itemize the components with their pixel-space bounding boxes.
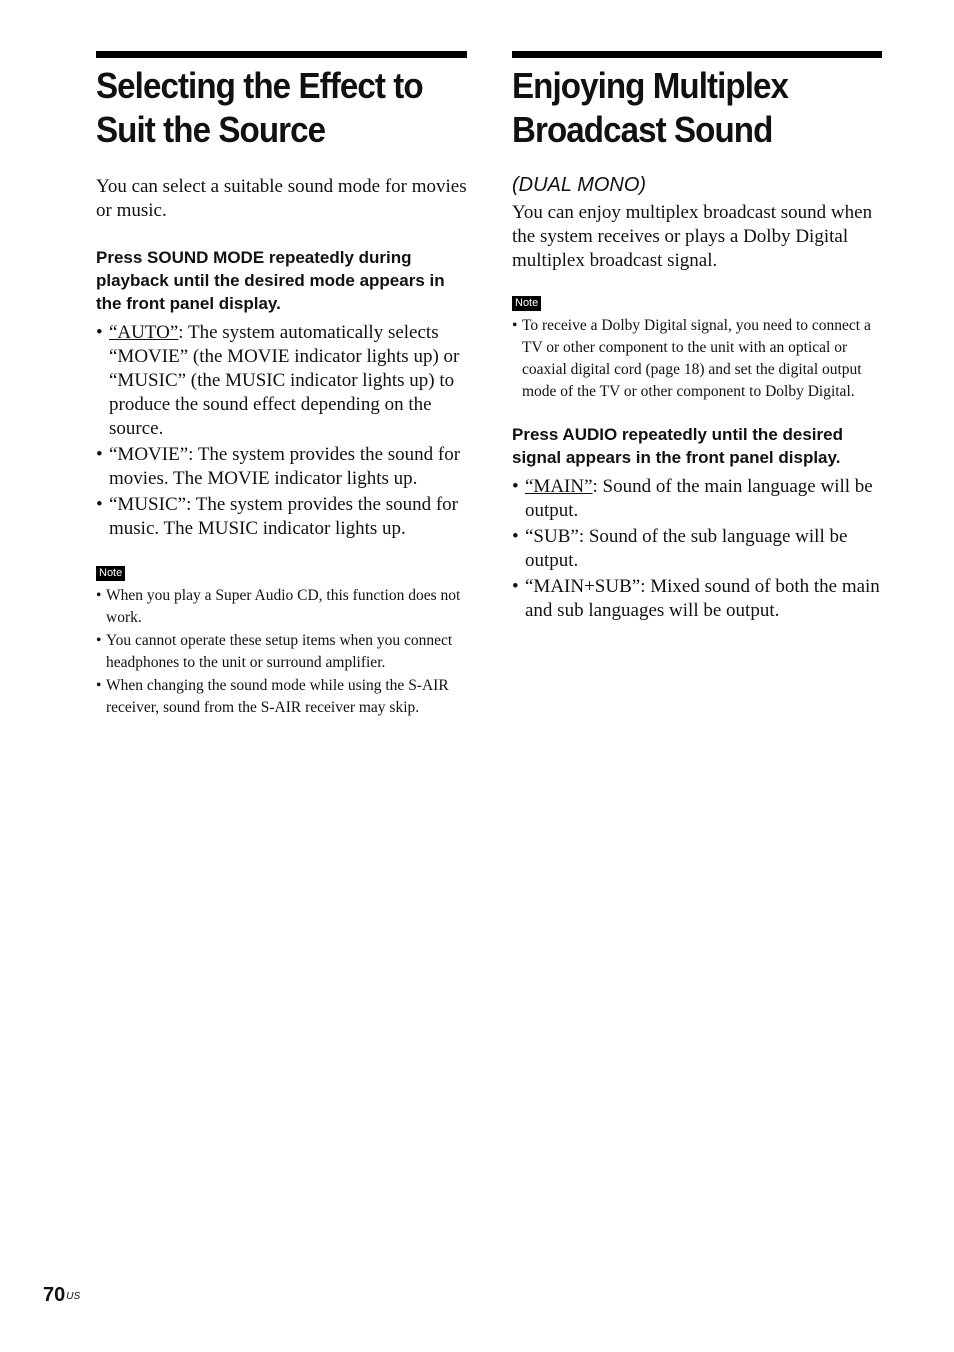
instruction-heading: Press SOUND MODE repeatedly during playback until the desired mode appears in the front panel display. xyxy=(96,248,445,313)
item-text: : The system provides the sound for music. The MUSIC indicator lights up. xyxy=(109,494,459,539)
intro-paragraph: You can enjoy multiplex broadcast sound when the system receives or plays a Dolby Digital multiplex broadcast signal. xyxy=(512,202,873,271)
note-item: • When you play a Super Audio CD, this function does not work. xyxy=(96,585,467,629)
item-text: : Sound of the sub language will be output. xyxy=(525,526,848,571)
instruction-heading: Press AUDIO repeatedly until the desired signal appears in the front panel display. xyxy=(512,425,843,467)
note-item: • To receive a Dolby Digital signal, you need to connect a TV or other component to the unit with an optical or coaxial digital cord (page 18) and set the digital output mode of the TV or other component to Dolby Digital. xyxy=(512,315,882,403)
intro-paragraph: You can select a suitable sound mode for movies or music. xyxy=(96,176,467,221)
term-music: “MUSIC” xyxy=(109,494,187,515)
note-item: • When changing the sound mode while using the S-AIR receiver, sound from the S-AIR receiver may skip. xyxy=(96,675,467,719)
title-line-2: Broadcast Sound xyxy=(512,109,773,150)
section-title xyxy=(512,64,852,152)
item-text: : Sound of the main language will be output. xyxy=(525,476,873,521)
item-text: : The system provides the sound for movies. The MOVIE indicator lights up. xyxy=(109,444,461,489)
note-list xyxy=(512,315,882,403)
section-subtitle: (DUAL MONO) xyxy=(512,174,647,196)
audio-list xyxy=(512,475,882,623)
section-rule xyxy=(512,51,882,58)
list-item xyxy=(96,443,467,491)
left-column xyxy=(96,51,467,720)
note-badge: Note xyxy=(96,566,125,581)
section-rule xyxy=(96,51,467,58)
note-badge: Note xyxy=(512,296,541,311)
list-item xyxy=(96,321,467,441)
note-item: • You cannot operate these setup items when you connect headphones to the unit or surround amplifier. xyxy=(96,630,467,674)
right-column xyxy=(512,51,882,625)
page-region-suffix: US xyxy=(66,1291,81,1302)
list-item xyxy=(96,493,467,541)
list-item xyxy=(512,575,882,623)
term-main: “MAIN” xyxy=(525,476,593,497)
term-main-sub: “MAIN+SUB” xyxy=(525,576,641,597)
title-line-1: Selecting the Effect to xyxy=(96,65,423,106)
note-list xyxy=(96,585,467,719)
term-movie: “MOVIE” xyxy=(109,444,189,465)
term-auto: “AUTO” xyxy=(109,322,179,343)
mode-list xyxy=(96,321,467,541)
list-item xyxy=(512,525,882,573)
title-line-2: Suit the Source xyxy=(96,109,326,150)
page-number-value: 70 xyxy=(43,1284,66,1306)
list-item xyxy=(512,475,882,523)
section-title xyxy=(96,64,437,152)
page-number xyxy=(43,1283,80,1307)
title-line-1: Enjoying Multiplex xyxy=(512,65,789,106)
item-text: : Mixed sound of both the main and sub languages will be output. xyxy=(525,576,880,621)
item-text: : The system automatically selects “MOVIE” (the MOVIE indicator lights up) or “MUSIC” (the MUSIC indicator lights up) to produce the sound effect depending on the source. xyxy=(109,322,460,439)
term-sub: “SUB” xyxy=(525,526,579,547)
